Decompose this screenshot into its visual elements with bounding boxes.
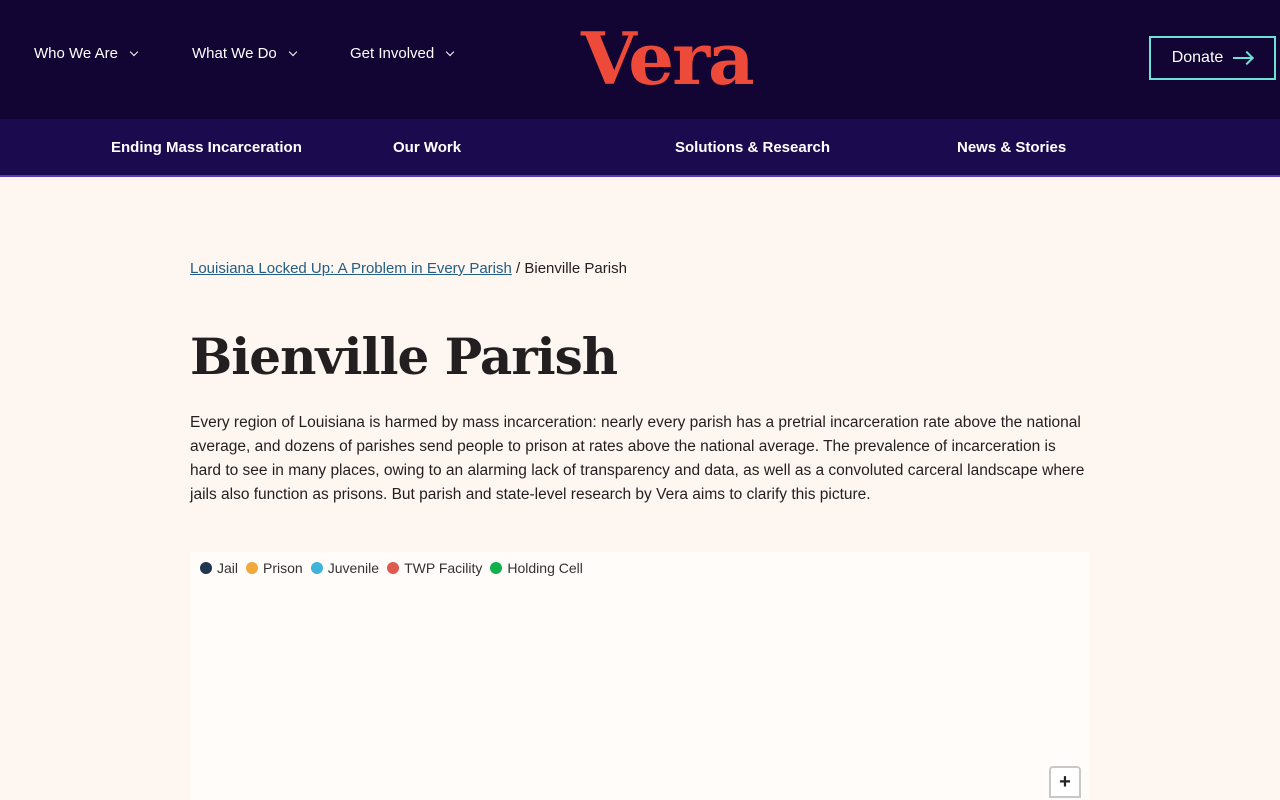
breadcrumb-separator: /: [511, 260, 525, 277]
secondary-nav: [0, 119, 1280, 177]
legend-label-prison: Prison: [263, 560, 303, 576]
donate-button[interactable]: [1149, 36, 1276, 80]
breadcrumb-current: Bienville Parish: [524, 260, 627, 277]
subnav-ending-mass-incarceration[interactable]: Ending Mass Incarceration: [111, 138, 302, 156]
nav-who-we-are[interactable]: [34, 42, 137, 64]
legend-label-jail: Jail: [217, 560, 239, 576]
subnav-our-work[interactable]: Our Work: [393, 138, 462, 156]
donate-label: Donate: [1171, 49, 1224, 66]
legend-item-jail: [200, 560, 238, 576]
intro-paragraph: Every region of Louisiana is harmed by mass incarceration: nearly every parish has a pretrial incarceration rate above the national average, and dozens of parishes send people to prison at rates above the national average. The prevalence of incarceration is hard to see in many places, owing to an alarming lack of transparency and data, as well as a convoluted carceral landscape where jails also function as prisons. But parish and state-level research by Vera aims to clarify this picture.: [190, 414, 1085, 503]
subnav-solutions-research[interactable]: Solutions & Research: [675, 138, 831, 156]
legend-dot-holding-cell: [490, 562, 502, 574]
nav-get-involved-label: Get Involved: [350, 44, 435, 62]
zoom-in-button[interactable]: +: [1049, 766, 1081, 798]
arrow-right-icon: [1233, 52, 1253, 64]
nav-get-involved[interactable]: [350, 42, 453, 64]
legend-dot-prison: [246, 562, 258, 574]
page-title: Bienville Parish: [190, 327, 618, 386]
legend-label-juvenile: Juvenile: [327, 560, 380, 576]
chevron-down-icon: [130, 47, 138, 55]
legend-label-holding-cell: Holding Cell: [507, 560, 583, 576]
nav-what-we-do[interactable]: [192, 42, 296, 64]
map-legend: [200, 560, 583, 576]
vera-logo[interactable]: Vera: [581, 16, 753, 101]
legend-dot-juvenile: [311, 562, 323, 574]
breadcrumb: [190, 260, 627, 277]
nav-what-we-do-label: What We Do: [192, 44, 277, 62]
breadcrumb-parent-link[interactable]: Louisiana Locked Up: A Problem in Every Parish: [190, 260, 512, 277]
legend-label-twp-facility: TWP Facility: [404, 560, 483, 576]
chevron-down-icon: [289, 47, 297, 55]
subnav-news-stories[interactable]: News & Stories: [957, 138, 1067, 156]
legend-dot-jail: [200, 562, 212, 574]
legend-item-twp-facility: [387, 560, 482, 576]
chevron-down-icon: [446, 47, 454, 55]
legend-item-prison: [246, 560, 303, 576]
facility-map[interactable]: [190, 552, 1090, 800]
legend-item-juvenile: [311, 560, 379, 576]
legend-item-holding-cell: [490, 560, 582, 576]
site-header: [0, 0, 1280, 119]
legend-dot-twp-facility: [387, 562, 399, 574]
nav-who-we-are-label: Who We Are: [34, 44, 118, 62]
